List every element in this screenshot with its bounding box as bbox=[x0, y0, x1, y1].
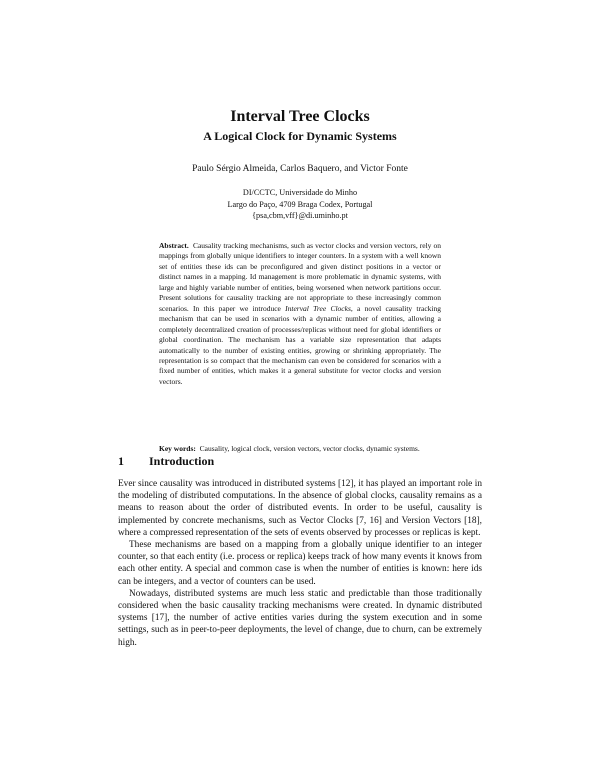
section-number: 1 bbox=[118, 454, 124, 468]
abstract bbox=[159, 241, 441, 387]
abstract-italic-term: Interval Tree Clocks bbox=[285, 303, 351, 313]
keywords-text: Causality, logical clock, version vectors, vector clocks, dynamic systems. bbox=[199, 444, 420, 453]
abstract-text-part1: Causality tracking mechanisms, such as vector clocks and version vectors, rely on mappings from globally unique identifiers to integer counters. In a system with a well known set of entities these ids can be preconfigured and given distinct positions in a vector or distinct names in a mapping. Id management is more problematic in dynamic systems, with large and highly variable number of entities, being worsened when network partitions occur. Present solutions for causality tracking are not appropriate to these increasingly common scenarios. In this paper we introduce bbox=[159, 241, 441, 313]
affiliation-address: Largo do Paço, 4709 Braga Codex, Portugal bbox=[227, 199, 373, 209]
affiliation-department: DI/CCTC, Universidade do Minho bbox=[242, 188, 358, 197]
affiliation-emails: {psa,cbm,vff}@di.uminho.pt bbox=[252, 211, 348, 220]
paper-authors: Paulo Sérgio Almeida, Carlos Baquero, and Victor Fonte bbox=[192, 164, 408, 174]
paper-title: Interval Tree Clocks bbox=[230, 108, 370, 125]
paper-subtitle: A Logical Clock for Dynamic Systems bbox=[203, 129, 397, 143]
keywords-label: Key words: bbox=[159, 444, 196, 453]
keywords bbox=[159, 444, 441, 454]
paragraph: These mechanisms are based on a mapping from a globally unique identifier to an integer counter, so that each entity (i.e. process or replica) keeps track of how many events it knows from each other entity. A special and common case is when the number of entities is known: here ids can be integers, and a vector of counters can be used. bbox=[118, 540, 482, 587]
body-text bbox=[118, 478, 482, 649]
abstract-text-part2: , a novel causality tracking mechanism that can be used in scenarios with a dynamic number of entities, allowing a completely decentralized creation of processes/replicas without need for global identifiers or global coordination. The mechanism has a variable size representation that adapts automatically to the number of existing entities, growing or shrinking appropriately. The representation is so compact that the mechanism can even be considered for scenarios with a fixed number of entities, which makes it a general substitute for vector clocks and version vectors. bbox=[159, 303, 441, 386]
affiliation bbox=[0, 187, 600, 222]
section-title: Introduction bbox=[149, 454, 215, 468]
paragraph: Nowadays, distributed systems are much less static and predictable than those traditionally considered when the basic causality tracking mechanisms were created. In dynamic distributed systems [17], the number of active entities varies during the system execution and in some settings, such as in peer-to-peer deployments, the level of change, due to churn, can be extremely high. bbox=[118, 588, 482, 648]
section-heading bbox=[118, 454, 214, 469]
paragraph: Ever since causality was introduced in distributed systems [12], it has played an important role in the modeling of distributed computations. In the absence of global clocks, causality remains as a means to reason about the order of distributed events. In order to be useful, causality is implemented by concrete mechanisms, such as Vector Clocks [7, 16] and Version Vectors [18], where a compressed representation of the sets of events observed by processes or replicas is kept. bbox=[118, 479, 482, 538]
abstract-label: Abstract. bbox=[159, 241, 189, 250]
